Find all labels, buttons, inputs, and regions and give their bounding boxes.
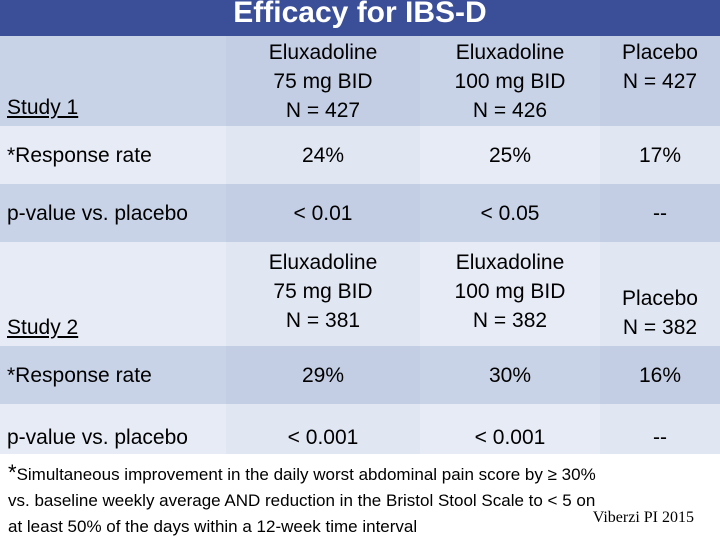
footnote-line-3: at least 50% of the days within a 12-week time interval [8, 517, 418, 536]
slide-title: Efficacy for IBS-D [0, 0, 720, 36]
study2-label-cell [0, 242, 226, 346]
table-cell: < 0.001 [420, 404, 600, 470]
column-n: N = 427 [622, 70, 698, 93]
study2-col-eluxadoline-75 [226, 242, 420, 346]
study2-col-eluxadoline-100 [420, 242, 600, 346]
column-drug: Placebo [622, 287, 698, 310]
column-dose: 100 mg BID [454, 280, 566, 303]
column-drug: Eluxadoline [268, 41, 378, 64]
column-drug: Eluxadoline [455, 41, 565, 64]
column-n: N = 382 [622, 316, 698, 339]
table-cell: < 0.05 [420, 184, 600, 242]
footnote-marker: * [8, 460, 17, 485]
table-cell: 25% [420, 126, 600, 184]
column-dose: 100 mg BID [454, 70, 566, 93]
study1-col-eluxadoline-75 [226, 36, 420, 126]
table-cell: < 0.01 [226, 184, 420, 242]
study1-label: Study 1 [7, 96, 79, 119]
efficacy-table [0, 36, 720, 470]
column-n: N = 426 [472, 99, 548, 122]
row-label: *Response rate [0, 126, 226, 184]
study1-label-cell [0, 36, 226, 126]
study1-response-row [0, 126, 720, 184]
study1-header-row [0, 36, 720, 126]
table-cell: 16% [600, 346, 720, 404]
row-label: *Response rate [0, 346, 226, 404]
column-n: N = 382 [472, 309, 548, 332]
footnote-line-2: vs. baseline weekly average AND reduction in the Bristol Stool Scale to < 5 on [8, 491, 596, 510]
table-cell: 29% [226, 346, 420, 404]
study2-response-row [0, 346, 720, 404]
row-label: p-value vs. placebo [0, 184, 226, 242]
study1-col-placebo [600, 36, 720, 126]
table-cell: -- [600, 404, 720, 470]
table-cell: 30% [420, 346, 600, 404]
study2-header-row [0, 242, 720, 346]
column-dose: 75 mg BID [273, 280, 373, 303]
column-dose: 75 mg BID [273, 70, 373, 93]
table-cell: -- [600, 184, 720, 242]
citation: Viberzi PI 2015 [592, 509, 694, 526]
column-n: N = 427 [285, 99, 361, 122]
column-drug: Placebo [622, 41, 698, 64]
column-drug: Eluxadoline [268, 251, 378, 274]
study2-label: Study 2 [7, 316, 79, 339]
table-cell: < 0.001 [226, 404, 420, 470]
footnote [0, 454, 720, 540]
study1-pvalue-row [0, 184, 720, 242]
table-cell: 24% [226, 126, 420, 184]
study1-col-eluxadoline-100 [420, 36, 600, 126]
study2-col-placebo [600, 242, 720, 346]
column-drug: Eluxadoline [455, 251, 565, 274]
row-label: p-value vs. placebo [0, 404, 226, 470]
footnote-line-1: Simultaneous improvement in the daily worst abdominal pain score by ≥ 30% [16, 465, 596, 484]
column-n: N = 381 [285, 309, 361, 332]
table-cell: 17% [600, 126, 720, 184]
